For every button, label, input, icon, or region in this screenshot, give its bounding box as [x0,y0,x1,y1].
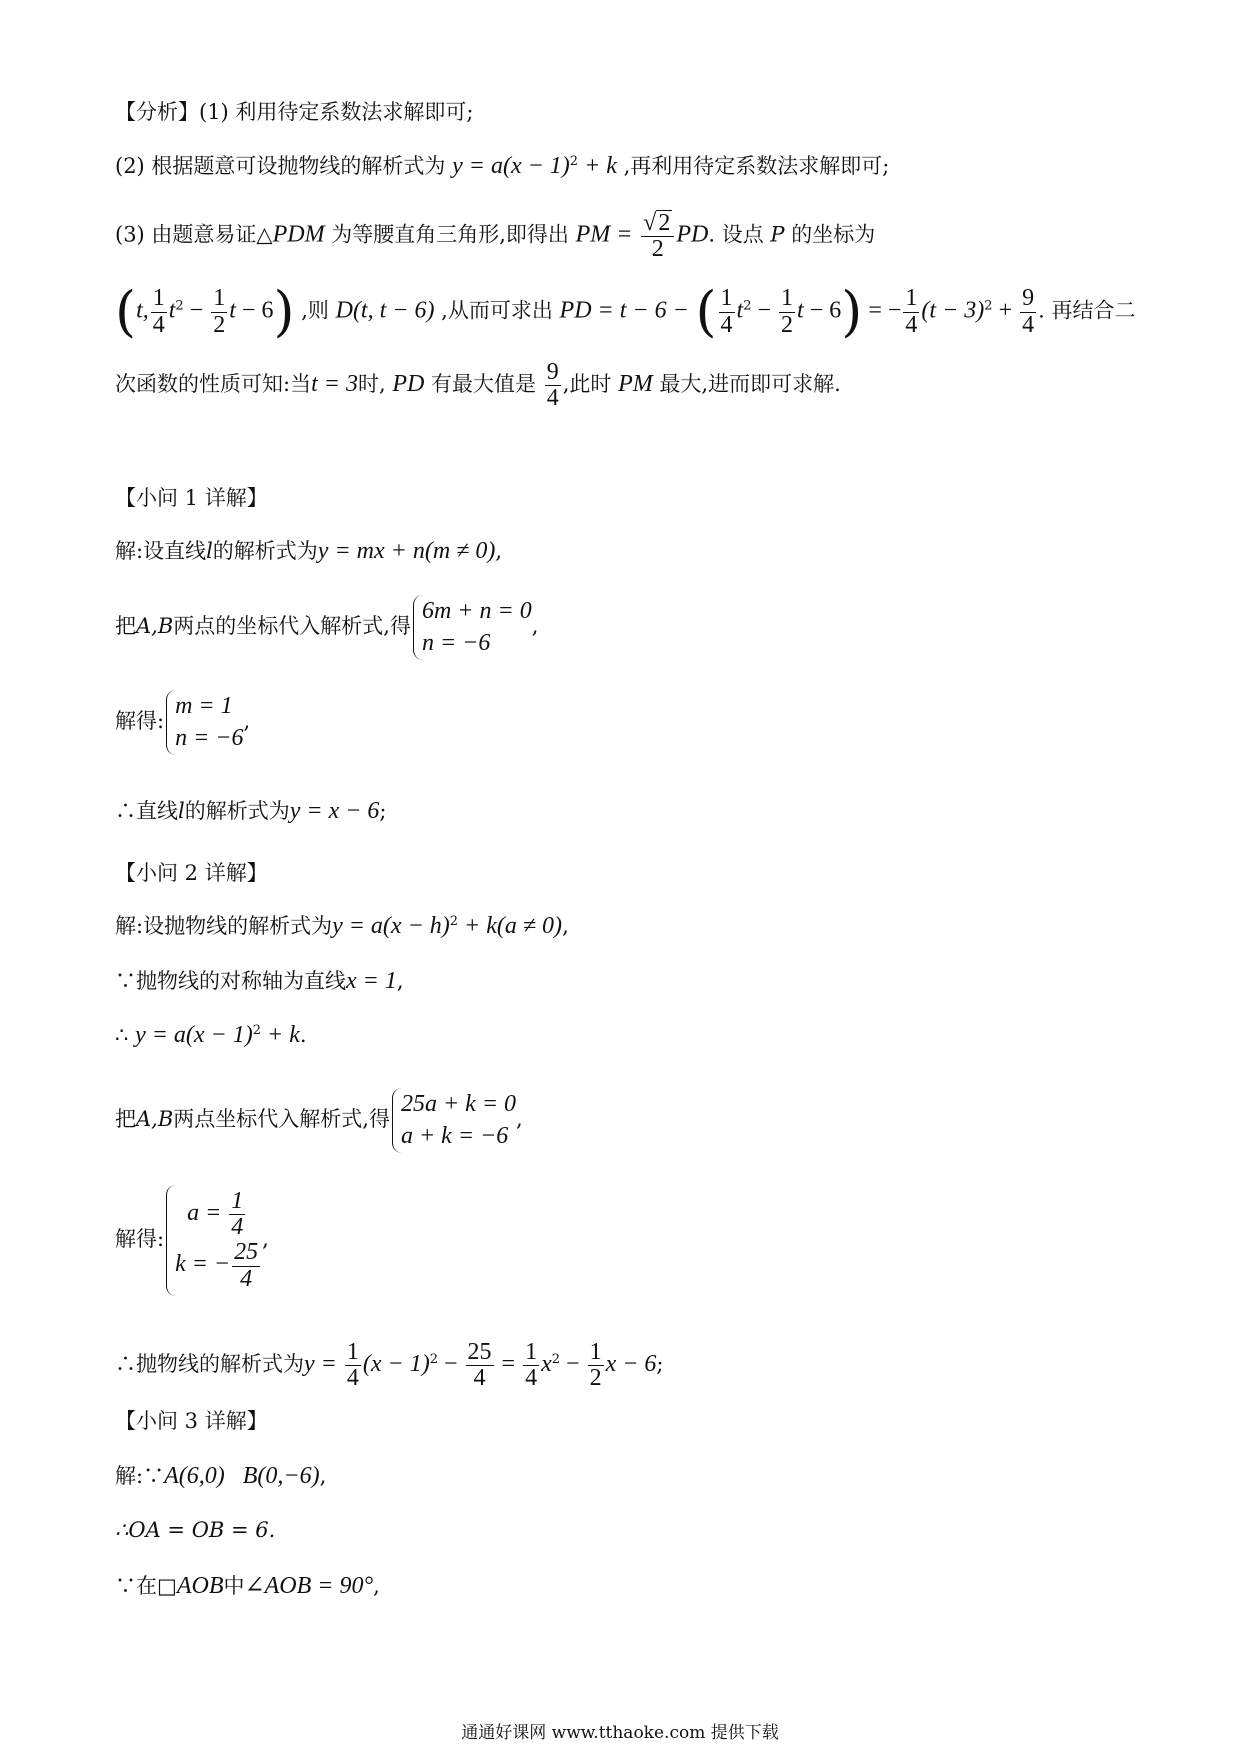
text: ∵在□ [115,1574,177,1598]
formula: PM [618,371,653,398]
text: ∵抛物线的对称轴为直线 [115,969,346,993]
text: . [299,1023,307,1047]
q3-line-2: ∴OA = OB = 6. [115,1518,276,1542]
text: , [516,1106,523,1131]
text: 的解析式为 [184,799,290,823]
text: , [319,1464,327,1488]
q1-line-2 [115,595,538,660]
q1-line-3 [115,690,250,755]
q2-line-2 [115,965,404,995]
text: , [396,969,404,993]
formula: y = x − 6 [289,798,380,824]
text: , [262,1226,269,1251]
q2-result: ∴抛物线的解析式为y = $\frac{1}{4}$ $(x - 1)^2$ − $\frac{25}{4}$ = $\frac{1}{4}$ $x^2$ − $\frac{1}{2}$ x − 6; [115,1339,664,1392]
formula: + k(a ≠ 0) [458,913,563,939]
formula: PD [676,221,709,248]
text: 解得: [115,1226,165,1251]
formula: D(t, t − 6) [335,297,435,324]
formula: PM = [575,221,633,248]
text: 解:∵ [115,1464,165,1488]
conclusion-line [115,360,841,411]
text: ; [379,799,387,823]
formula: PD = t − 6 − [559,297,689,324]
text: , [243,708,251,733]
text: , [495,539,502,563]
text: ∴ [115,1023,129,1047]
var: l [206,539,213,563]
question-1-heading: 【小问 1 详解】 [115,486,268,510]
formula: y = a(x − h) [332,913,450,939]
triangle-name: PDM [272,221,325,248]
text: 中 [223,1574,245,1598]
coordinate-line: (t, $\frac{1}{4}$ $t^2$ − $\frac{1}{2}$ t − 6) ,则 D(t, t − 6) ,从而可求出 PD = t − 6 − ( $\frac{1}{4}$ $t^2$ − $\frac{1}{2}$ t − 6) = − $\frac{1}{4}$ $(t - 3)^2$ + $\frac{9}{4}$ . 再结合二 [115,280,1136,343]
text: 解:设直线 [115,539,207,563]
text: , [373,1574,380,1598]
formula: ∠AOB = 90° [244,1573,374,1599]
text: 次函数的性质可知:当 [115,372,312,397]
formula: A(6,0) B(0,−6) [164,1463,320,1489]
q2-line-1: 解:设抛物线的解析式为$y = a(x - h)^2 + k(a \ne 0)$, [115,913,569,939]
text: (2) 根据题意可设抛物线的解析式为 [115,154,446,178]
fraction-sqrt2-over-2: $\frac{√2}{2}$ [641,210,674,262]
text: 把 [115,1106,136,1131]
formula: y = a(x − 1) [452,153,570,179]
point-name: P [770,222,785,247]
formula: + k [261,1022,300,1048]
q1-line-1 [115,535,502,565]
text: , [531,613,539,638]
analysis-heading: 【分析】(1) 利用待定系数法求解即可; [115,100,474,124]
var: A,B [136,1106,174,1131]
text: . 再结合二 [1038,298,1136,323]
text: 的解析式为 [212,539,318,563]
analysis-step-3 [115,210,875,262]
var: l [178,799,185,823]
text: ∴直线 [115,799,178,823]
text: 两点坐标代入解析式,得 [173,1106,390,1131]
text: 为等腰直角三角形,即得出 [331,222,569,247]
text: 两点的坐标代入解析式,得 [173,613,411,638]
text: ,则 [301,298,329,323]
text: 最大,进而即可求解. [659,372,841,397]
var: AOB [176,1573,224,1599]
text: . 设点 [708,222,764,247]
text: , [562,914,569,938]
text: 解得: [115,708,165,733]
analysis-step-2: (2) 根据题意可设抛物线的解析式为 $y = a(x - 1)^2 + k$ ,再利用待定系数法求解即可; [115,153,890,179]
var: A,B [136,613,174,638]
fraction-9-over-4: $\frac{9}{4}$ [546,359,559,412]
text: ,再利用待定系数法求解即可; [623,154,890,178]
formula: x = 1 [346,968,397,994]
text: ,此时 [562,372,612,397]
text: 时, [357,372,386,397]
text: (3) 由题意易证△ [115,222,273,247]
formula: PD [392,371,425,398]
equation-system: 25a + k = 0 a + k = −6 [392,1088,516,1153]
question-2-heading: 【小问 2 详解】 [115,861,268,885]
q2-line-3: ∴ $y = a(x - 1)^2 + k$. [115,1022,307,1048]
q2-solve [115,1185,269,1296]
text: ,从而可求出 [441,298,553,323]
text: 有最大值是 [431,372,537,397]
formula: y = a(x − 1) [135,1022,253,1048]
text: 解:设抛物线的解析式为 [115,914,333,938]
equation-system: a = $\frac{1}{4}$ k = − $\frac{25}{4}$ [166,1185,262,1296]
q3-line-3 [115,1570,380,1600]
equation-system: 6m + n = 0 n = −6 [413,595,532,660]
q3-line-1 [115,1460,326,1490]
question-3-heading: 【小问 3 详解】 [115,1409,268,1433]
formula: y = mx + n(m ≠ 0) [317,538,496,564]
equation-system: m = 1 n = −6 [166,690,243,755]
text: 把 [115,613,136,638]
text: 的坐标为 [791,222,876,247]
formula-tail: + k [578,153,617,179]
formula: t = 3 [311,371,358,398]
footer: 通通好课网 www.tthaoke.com 提供下载 [461,1723,779,1743]
q1-result [115,795,387,825]
q2-line-4 [115,1088,523,1153]
text: ∴抛物线的解析式为 [115,1352,304,1377]
